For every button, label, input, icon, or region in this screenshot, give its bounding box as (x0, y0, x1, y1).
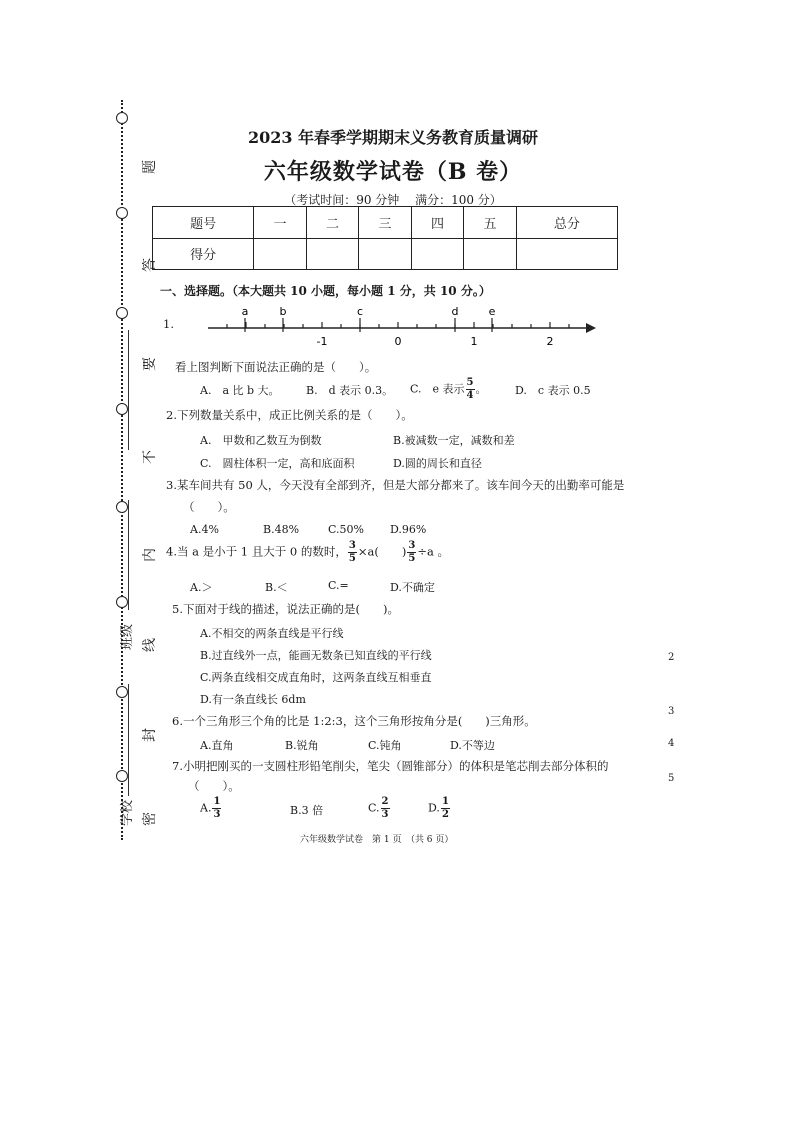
answer-blank[interactable]: （ ）。 (188, 779, 240, 793)
binding-circle (116, 596, 128, 608)
point-label-b: b (279, 305, 287, 318)
binding-circle (116, 501, 128, 513)
binding-circle (116, 112, 128, 124)
question-stem: 6.一个三角形三个角的比是 1:2:3，这个三角形按角分是( )三角形。 (172, 714, 536, 728)
option-text: C. e 表示 (410, 382, 465, 396)
tick-label: 1 (470, 335, 478, 348)
option-a[interactable]: A.4% (190, 523, 219, 536)
score-table-cell: 四 (411, 207, 464, 239)
option-text: 。 (475, 382, 487, 396)
point-label-a: a (241, 305, 249, 318)
fraction: $\frac{1}{3}$ (213, 796, 221, 820)
stem-text: 4.当 a 是小于 1 且大于 0 的数时， (166, 544, 347, 559)
binding-circle (116, 207, 128, 219)
question-stem: 看上图判断下面说法正确的是（ ）。 (175, 360, 377, 374)
option-d[interactable] (428, 797, 451, 820)
question-stem: 7.小明把刚买的一支圆柱形铅笔削尖，笔尖（圆锥部分）的体积是笔芯削去部分体积的 (172, 759, 609, 773)
stem-text: ×a( ) (357, 544, 407, 559)
binding-char: 要 (142, 357, 158, 371)
point-label-c: c (356, 305, 364, 318)
option-text: C. (368, 801, 380, 815)
point-label-d: d (451, 305, 459, 318)
point-label-e: e (488, 305, 496, 318)
score-table (152, 206, 618, 270)
class-field-label: 班级 (120, 623, 135, 650)
binding-circle (116, 770, 128, 782)
section-heading: 一、选择题。（本大题共 10 小题，每小题 1 分，共 10 分。） (160, 284, 491, 298)
edge-mark: 2 (668, 652, 675, 663)
option-a[interactable]: A. 甲数和乙数互为倒数 (200, 434, 322, 447)
question-stem: 3.某车间共有 50 人，今天没有全部到齐，但是大部分都来了。该车间今天的出勤率可能是 (166, 478, 625, 492)
option-d[interactable]: D.不等边 (450, 739, 495, 752)
page-footer: 六年级数学试卷 第 1 页 （共 6 页） (300, 835, 454, 845)
binding-char: 线 (142, 638, 158, 652)
fraction: $\frac{2}{3}$ (381, 796, 389, 820)
exam-subtitle: 六年级数学试卷（B 卷） (263, 159, 523, 185)
score-table-cell: 二 (306, 207, 359, 239)
question-number: 1. (163, 317, 174, 331)
score-table-cell: 题号 (153, 207, 254, 239)
binding-char: 内 (142, 548, 158, 562)
option-c[interactable]: C.两条直线相交成直角时，这两条直线互相垂直 (200, 671, 432, 684)
option-b[interactable]: B.3 倍 (290, 804, 324, 817)
option-text: D. (428, 801, 440, 815)
score-table-cell: 三 (359, 207, 412, 239)
tick-label: -1 (316, 335, 328, 348)
exam-title: 2023 年春季学期期末义务教育质量调研 (247, 128, 539, 147)
school-field-label: 学校 (120, 799, 135, 826)
score-table-cell: 得分 (153, 238, 254, 270)
score-table-cell: 总分 (516, 207, 617, 239)
fraction: $\frac{3}{5}$ (408, 540, 416, 564)
school-field-line[interactable] (128, 684, 129, 796)
option-b[interactable]: B.＜ (265, 581, 288, 594)
fraction: $\frac{3}{5}$ (348, 540, 356, 564)
edge-mark: 3 (668, 706, 675, 717)
score-table-cell: 一 (254, 207, 307, 239)
tick-label: 0 (394, 335, 402, 348)
option-text: A. (200, 801, 212, 815)
score-input-cell[interactable] (254, 238, 307, 270)
score-table-header-row (153, 207, 618, 239)
option-b[interactable]: B.过直线外一点，能画无数条已知直线的平行线 (200, 649, 432, 662)
option-b[interactable]: B.48% (263, 523, 300, 536)
number-line (200, 300, 610, 350)
score-input-cell[interactable] (359, 238, 412, 270)
binding-char: 答 (142, 258, 158, 272)
score-table-cell: 五 (464, 207, 517, 239)
score-input-cell[interactable] (306, 238, 359, 270)
number-line-arrow (586, 323, 596, 333)
class-field-line[interactable] (128, 500, 129, 610)
option-c[interactable]: C.50% (328, 523, 364, 536)
score-input-cell[interactable] (411, 238, 464, 270)
option-b[interactable]: B. d 表示 0.3。 (306, 384, 394, 397)
option-d[interactable]: D.圆的周长和直径 (393, 457, 482, 470)
score-input-cell[interactable] (464, 238, 517, 270)
fraction: $\frac{1}{2}$ (441, 796, 449, 820)
binding-char: 封 (142, 728, 158, 742)
question-stem: 2.下列数量关系中，成正比例关系的是（ ）。 (166, 408, 413, 422)
binding-char: 密 (142, 812, 158, 826)
score-input-cell[interactable] (516, 238, 617, 270)
binding-char: 不 (142, 450, 158, 464)
stem-text: ÷a 。 (417, 544, 449, 559)
fraction: $\frac{5}{4}$ (466, 377, 474, 401)
option-a[interactable] (200, 797, 222, 820)
option-c[interactable]: C.= (328, 579, 349, 592)
binding-char: 题 (142, 160, 158, 174)
score-table-score-row (153, 238, 618, 270)
answer-blank[interactable]: （ ）。 (183, 500, 235, 514)
tick-label: 2 (546, 335, 554, 348)
question-stem (166, 541, 449, 564)
edge-mark: 4 (668, 738, 675, 749)
option-c[interactable] (368, 797, 391, 820)
binding-circle (116, 403, 128, 415)
number-line-ticks (227, 318, 569, 332)
binding-circle (116, 307, 128, 319)
option-b[interactable]: B.锐角 (285, 739, 319, 752)
option-a[interactable]: A. a 比 b 大。 (200, 384, 280, 397)
edge-mark: 5 (668, 773, 675, 784)
option-a[interactable]: A.直角 (200, 739, 234, 752)
option-c[interactable]: C.钝角 (368, 739, 402, 752)
option-b[interactable]: B.被减数一定，减数和差 (393, 434, 515, 447)
option-c[interactable]: C. 圆柱体积一定，高和底面积 (200, 457, 355, 470)
binding-circle (116, 686, 128, 698)
name-field-line[interactable] (128, 330, 129, 450)
option-d[interactable]: D. c 表示 0.5 (515, 384, 591, 397)
question-stem: 5.下面对于线的描述，说法正确的是( )。 (172, 602, 399, 616)
option-d[interactable]: D.不确定 (390, 581, 435, 594)
option-c[interactable] (410, 378, 487, 401)
option-d[interactable]: D.96% (390, 523, 427, 536)
option-a[interactable]: A.＞ (190, 581, 213, 594)
option-a[interactable]: A.不相交的两条直线是平行线 (200, 627, 344, 640)
exam-info: （考试时间：90 分钟 满分：100 分） (284, 193, 502, 207)
option-d[interactable]: D.有一条直线长 6dm (200, 693, 306, 706)
